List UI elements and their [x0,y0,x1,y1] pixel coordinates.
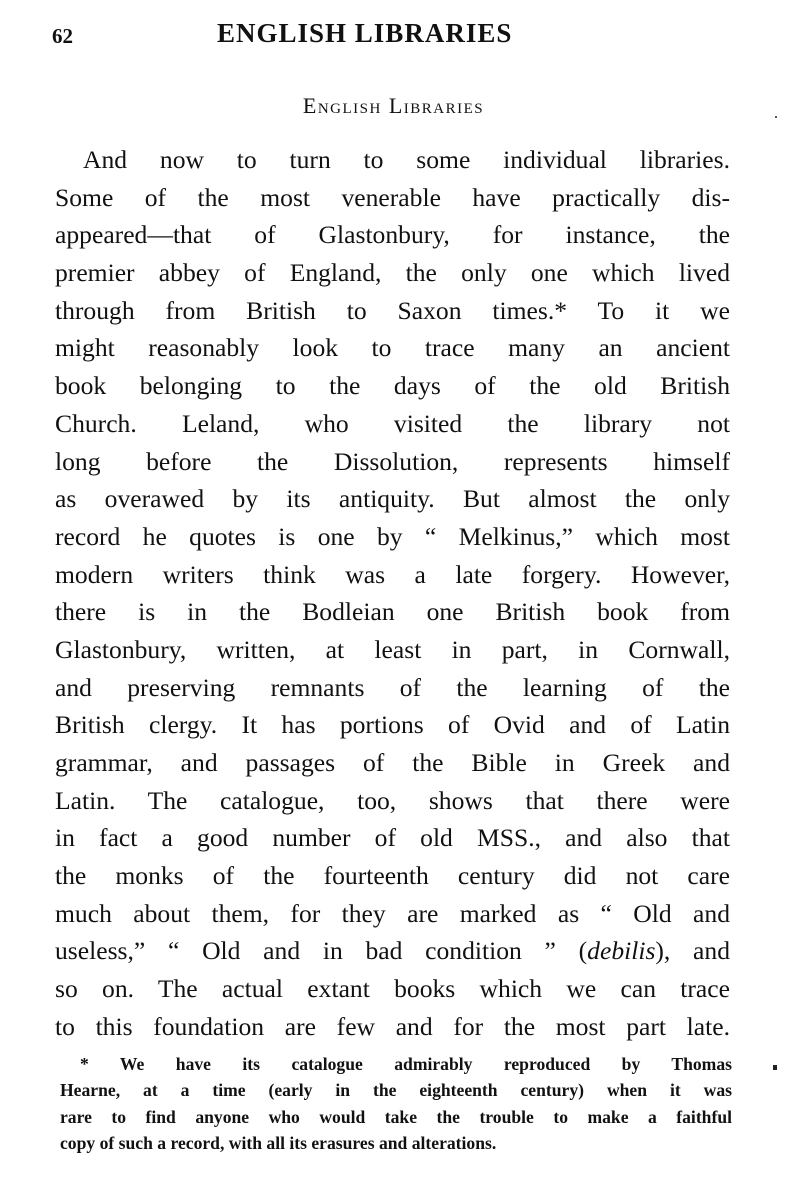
running-head [0,14,787,54]
latin-term: debilis [587,936,656,966]
text-line: as overawed by its antiquity. But almost the only [55,484,730,514]
text-line: appeared—that of Glastonbury, for instance, the [55,220,730,250]
scan-speck [773,1065,777,1070]
footnote-line: copy of such a record, with all its erasures and alterations. [60,1132,497,1153]
text-line: Some of the most venerable have practically dis- [55,182,730,212]
text-line: And now to turn to some individual libraries. [83,145,730,174]
footnote [60,1051,732,1156]
section-heading: English Libraries [302,93,485,118]
text-line: much about them, for they are marked as “ Old and [55,898,730,928]
footnote-line: rare to find anyone who would take the trouble to make a faithful [60,1106,732,1127]
running-title: ENGLISH LIBRARIES [217,18,513,48]
page-number: 62 [52,24,73,48]
text-line: the monks of the fourteenth century did not care [55,861,730,891]
text-line: modern writers think was a late forgery. However, [55,559,730,589]
text-line: book belonging to the days of the old British [55,371,730,401]
text-line: in fact a good number of old MSS., and also that [55,823,730,853]
text-line: British clergy. It has portions of Ovid and of Latin [55,710,730,740]
scan-speck [775,116,777,118]
text-line: grammar, and passages of the Bible in Greek and [55,748,730,777]
text-line: premier abbey of England, the only one which lived [55,258,730,288]
body-paragraph [55,141,730,1046]
text-line: to this foundation are few and for the most part late. [55,1011,730,1041]
text-line: through from British to Saxon times.* To it we [55,295,730,325]
text-line: there is in the Bodleian one British book from [55,597,730,627]
text-line: Church. Leland, who visited the library not [55,408,730,438]
text-line: Glastonbury, written, at least in part, in Cornwall, [55,634,730,664]
text-line: might reasonably look to trace many an ancient [55,333,730,363]
footnote-line: Hearne, at a time (early in the eighteenth century) when it was [60,1080,732,1101]
text-line: record he quotes is one by “ Melkinus,” which most [55,521,730,551]
text-line: so on. The actual extant books which we can trace [55,974,730,1004]
text-line: and preserving remnants of the learning of the [55,672,730,702]
text-line: useless,” “ Old and in bad condition ” (debilis), and [55,936,731,966]
footnote-line: * We have its catalogue admirably reproduced by Thomas [80,1054,732,1074]
text-line: long before the Dissolution, represents himself [55,446,730,476]
text-line: Latin. The catalogue, too, shows that there were [55,785,730,815]
